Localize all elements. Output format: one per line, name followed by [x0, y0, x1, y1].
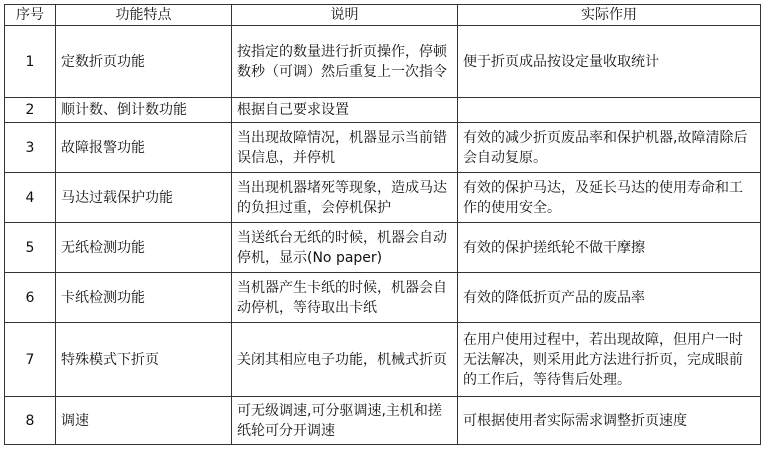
row-no: 1	[5, 26, 56, 98]
table-row	[5, 397, 761, 445]
row-effect: 可根据使用者实际需求调整折页速度	[458, 397, 761, 445]
row-feature: 特殊模式下折页	[56, 323, 232, 397]
table-row	[5, 26, 761, 98]
table-row	[5, 98, 761, 123]
row-feature: 顺计数、倒计数功能	[56, 98, 232, 123]
row-no: 4	[5, 173, 56, 223]
header-feature: 功能特点	[56, 5, 232, 26]
row-description: 当送纸台无纸的时候，机器会自动停机，显示(No paper)	[232, 223, 458, 273]
row-no: 2	[5, 98, 56, 123]
row-effect: 有效的保护马达，及延长马达的使用寿命和工作的使用安全。	[458, 173, 761, 223]
table-row	[5, 123, 761, 173]
row-feature: 故障报警功能	[56, 123, 232, 173]
row-no: 7	[5, 323, 56, 397]
row-effect: 在用户使用过程中，若出现故障，但用户一时无法解决，则采用此方法进行折页，完成眼前的工作后，等待售后处理。	[458, 323, 761, 397]
header-description: 说明	[232, 5, 458, 26]
row-description: 关闭其相应电子功能，机械式折页	[232, 323, 458, 397]
header-effect: 实际作用	[458, 5, 761, 26]
row-effect: 有效的降低折页产品的废品率	[458, 273, 761, 323]
table-row	[5, 223, 761, 273]
row-effect: 便于折页成品按设定量收取统计	[458, 26, 761, 98]
row-effect: 有效的保护搓纸轮不做干摩擦	[458, 223, 761, 273]
row-description: 当出现故障情况，机器显示当前错误信息，并停机	[232, 123, 458, 173]
row-no: 5	[5, 223, 56, 273]
row-no: 6	[5, 273, 56, 323]
row-effect: 有效的减少折页废品率和保护机器,故障清除后会自动复原。	[458, 123, 761, 173]
header-no: 序号	[5, 5, 56, 26]
row-feature: 卡纸检测功能	[56, 273, 232, 323]
table-row	[5, 273, 761, 323]
feature-table	[4, 4, 761, 445]
row-description: 按指定的数量进行折页操作，停顿数秒（可调）然后重复上一次指令	[232, 26, 458, 98]
row-description: 当机器产生卡纸的时候，机器会自动停机，等待取出卡纸	[232, 273, 458, 323]
row-description: 可无级调速,可分驱调速,主机和搓纸轮可分开调速	[232, 397, 458, 445]
header-row	[5, 5, 761, 26]
row-feature: 无纸检测功能	[56, 223, 232, 273]
row-feature: 定数折页功能	[56, 26, 232, 98]
row-description: 根据自己要求设置	[232, 98, 458, 123]
table-row	[5, 173, 761, 223]
table-row	[5, 323, 761, 397]
row-effect	[458, 98, 761, 123]
row-description: 当出现机器堵死等现象，造成马达的负担过重，会停机保护	[232, 173, 458, 223]
row-feature: 调速	[56, 397, 232, 445]
row-feature: 马达过载保护功能	[56, 173, 232, 223]
row-no: 3	[5, 123, 56, 173]
row-no: 8	[5, 397, 56, 445]
